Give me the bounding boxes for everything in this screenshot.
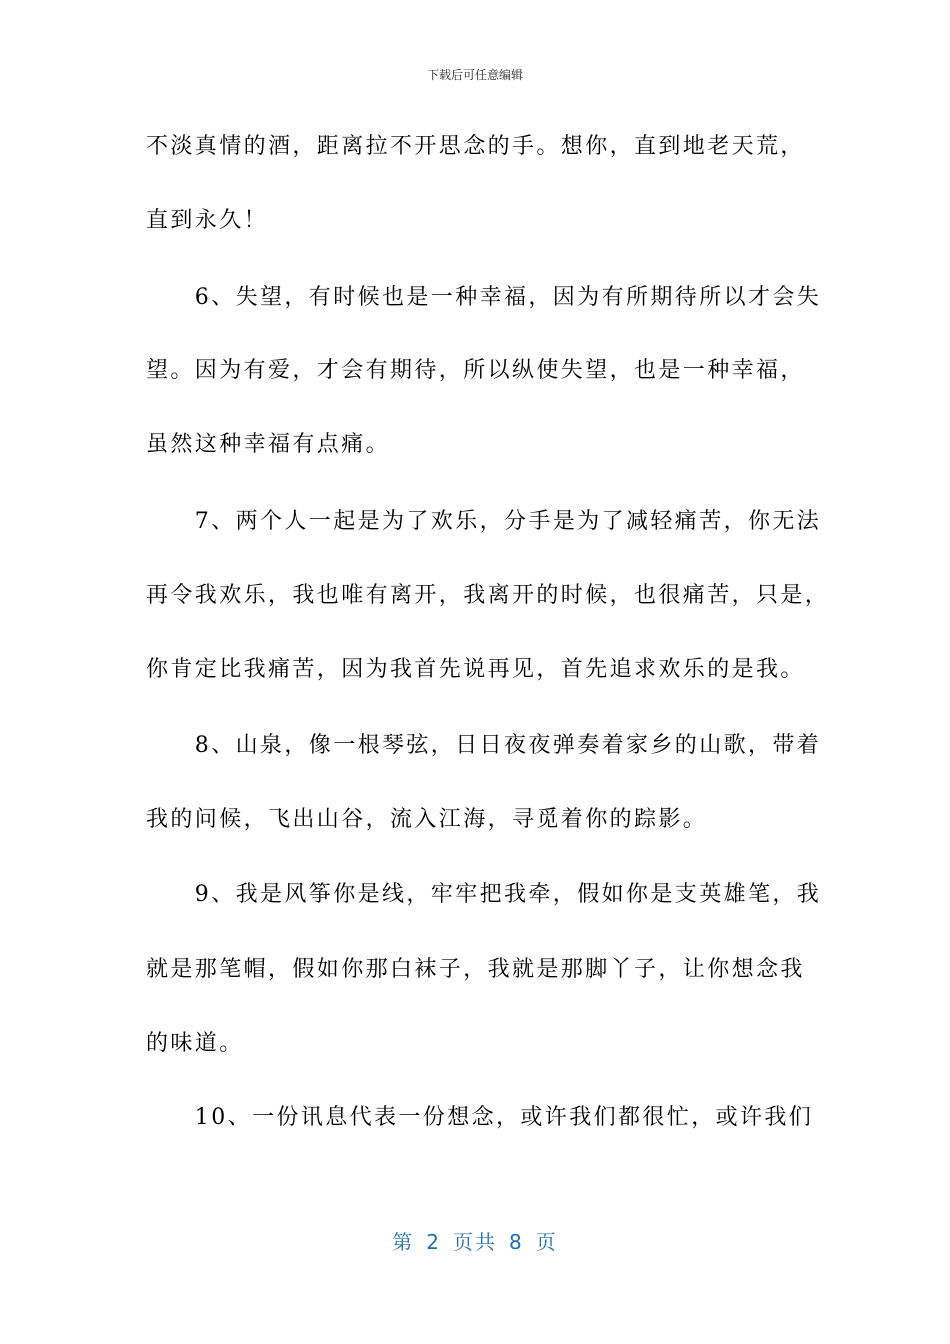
text-line: 9、我是风筝你是线，牢牢把我牵，假如你是支英雄笔，我 xyxy=(146,882,822,907)
text-line: 我的问候，飞出山谷，流入江海，寻觅着你的踪影。 xyxy=(146,807,708,832)
text-line: 8、山泉，像一根琴弦，日日夜夜弹奏着家乡的山歌，带着 xyxy=(146,733,822,758)
footer-suffix: 页 xyxy=(535,1230,558,1254)
text-line: 7、两个人一起是为了欢乐，分手是为了减轻痛苦，你无法 xyxy=(146,509,822,534)
page-header: 下载后可任意编辑 xyxy=(426,68,523,82)
text-line: 的味道。 xyxy=(146,1031,244,1056)
text-line: 再令我欢乐，我也唯有离开，我离开的时候，也很痛苦，只是， xyxy=(146,583,830,608)
text-line: 直到永久！ xyxy=(146,208,269,233)
text-line: 10、一份讯息代表一份想念，或许我们都很忙，或许我们 xyxy=(146,1105,814,1130)
text-line: 望。因为有爱，才会有期待，所以纵使失望，也是一种幸福， xyxy=(146,358,805,383)
text-line: 不淡真情的酒，距离拉不开思念的手。想你，直到地老天荒， xyxy=(146,134,805,159)
footer-prefix: 第 xyxy=(392,1230,415,1254)
total-pages-number: 8 xyxy=(509,1230,524,1254)
text-line: 虽然这种幸福有点痛。 xyxy=(146,432,391,457)
footer-middle: 页共 xyxy=(453,1230,497,1254)
text-line: 你肯定比我痛苦，因为我首先说再见，首先追求欢乐的是我。 xyxy=(146,657,805,682)
page-number-footer xyxy=(0,1226,950,1255)
current-page-number: 2 xyxy=(426,1230,441,1254)
text-line: 就是那笔帽，假如你那白袜子，我就是那脚丫子，让你想念我 xyxy=(146,957,805,982)
text-line: 6、失望，有时候也是一种幸福，因为有所期待所以才会失 xyxy=(146,285,822,310)
